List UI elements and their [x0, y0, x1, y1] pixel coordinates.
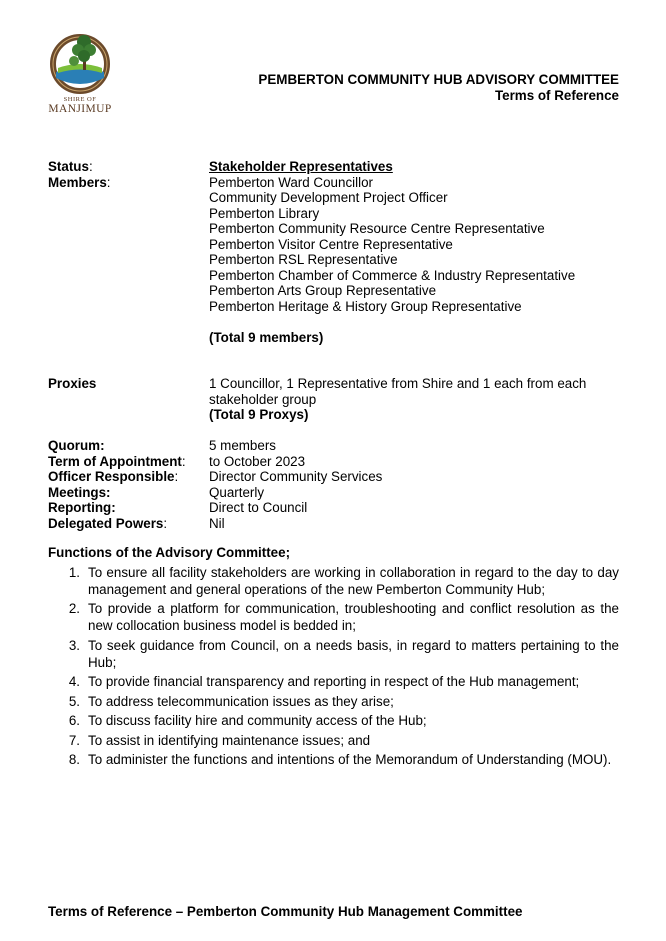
- document-subtitle: Terms of Reference: [494, 87, 619, 103]
- reporting-value: Direct to Council: [209, 500, 308, 515]
- document-title: PEMBERTON COMMUNITY HUB ADVISORY COMMITTEE: [258, 72, 619, 87]
- members-total: (Total 9 members): [209, 329, 324, 345]
- functions-section: [48, 545, 619, 771]
- member-item: Pemberton Library: [209, 205, 320, 221]
- member-item: Pemberton RSL Representative: [209, 252, 398, 267]
- members-label: Members:: [48, 174, 111, 190]
- member-item: Community Development Project Officer: [209, 190, 448, 205]
- shire-logo: [44, 28, 116, 118]
- member-item: Pemberton Visitor Centre Representative: [209, 236, 453, 252]
- meetings-value: Quarterly: [209, 484, 265, 500]
- member-item: Pemberton Community Resource Centre Representative: [209, 221, 545, 236]
- proxies-label: Proxies: [48, 376, 97, 391]
- proxies-row: [48, 376, 628, 423]
- officer-value: Director Community Services: [209, 469, 383, 484]
- reporting-label: Reporting:: [48, 500, 116, 515]
- quorum-label: Quorum:: [48, 438, 105, 453]
- function-item: 3. To seek guidance from Council, on a needs basis, in regard to matters pertaining to the Hub;: [68, 637, 619, 670]
- officer-label: Officer Responsible:: [48, 469, 179, 484]
- member-item: Pemberton Chamber of Commerce & Industry Representative: [209, 267, 576, 283]
- meetings-label: Meetings:: [48, 484, 111, 500]
- member-item: Pemberton Heritage & History Group Representative: [209, 298, 522, 314]
- quorum-value: 5 members: [209, 438, 276, 453]
- function-item: 7. To assist in identifying maintenance issues; and: [68, 732, 371, 748]
- logo-line2: MANJIMUP: [48, 103, 112, 115]
- committee-details: [48, 159, 628, 531]
- member-item: Pemberton Arts Group Representative: [209, 283, 437, 298]
- function-item: 1. To ensure all facility stakeholders are working in collaboration in regard to the day to day management and general operations of the new Pemberton Community Hub;: [68, 564, 619, 597]
- members-list: [209, 175, 628, 346]
- reporting-row: [48, 500, 628, 516]
- status-row: [48, 159, 628, 175]
- delegated-value: Nil: [209, 515, 225, 531]
- function-item: 2. To provide a platform for communication, troubleshooting and conflict resolution as the new collocation business model is bedded in;: [68, 601, 619, 633]
- function-item: 6. To discuss facility hire and community access of the Hub;: [68, 713, 427, 728]
- proxies-value: 1 Councillor, 1 Representative from Shire and 1 each from each stakeholder group: [209, 376, 587, 407]
- functions-list: [48, 564, 619, 769]
- document-header: [258, 72, 619, 103]
- function-item: 8. To administer the functions and intentions of the Memorandum of Understanding (MOU).: [68, 752, 612, 767]
- term-value: to October 2023: [209, 453, 306, 469]
- delegated-label: Delegated Powers:: [48, 515, 168, 531]
- status-value: Stakeholder Representatives: [209, 159, 393, 174]
- functions-title: Functions of the Advisory Committee;: [48, 545, 291, 560]
- quorum-row: [48, 438, 628, 454]
- delegated-row: [48, 516, 628, 532]
- term-row: [48, 454, 628, 470]
- members-row: [48, 175, 628, 346]
- member-item: Pemberton Ward Councillor: [209, 174, 373, 190]
- page-footer: Terms of Reference – Pemberton Community Hub Management Committee: [48, 904, 523, 919]
- proxies-total: (Total 9 Proxys): [209, 407, 309, 422]
- officer-row: [48, 469, 628, 485]
- meetings-row: [48, 485, 628, 501]
- logo-line1: SHIRE OF: [63, 96, 97, 103]
- function-item: 5. To address telecommunication issues as they arise;: [68, 693, 394, 709]
- status-label: Status:: [48, 159, 93, 174]
- function-item: 4. To provide financial transparency and reporting in respect of the Hub management;: [68, 674, 580, 689]
- term-label: Term of Appointment:: [48, 453, 186, 469]
- tree-emblem-icon: [44, 28, 116, 96]
- proxies-value-block: [209, 376, 628, 423]
